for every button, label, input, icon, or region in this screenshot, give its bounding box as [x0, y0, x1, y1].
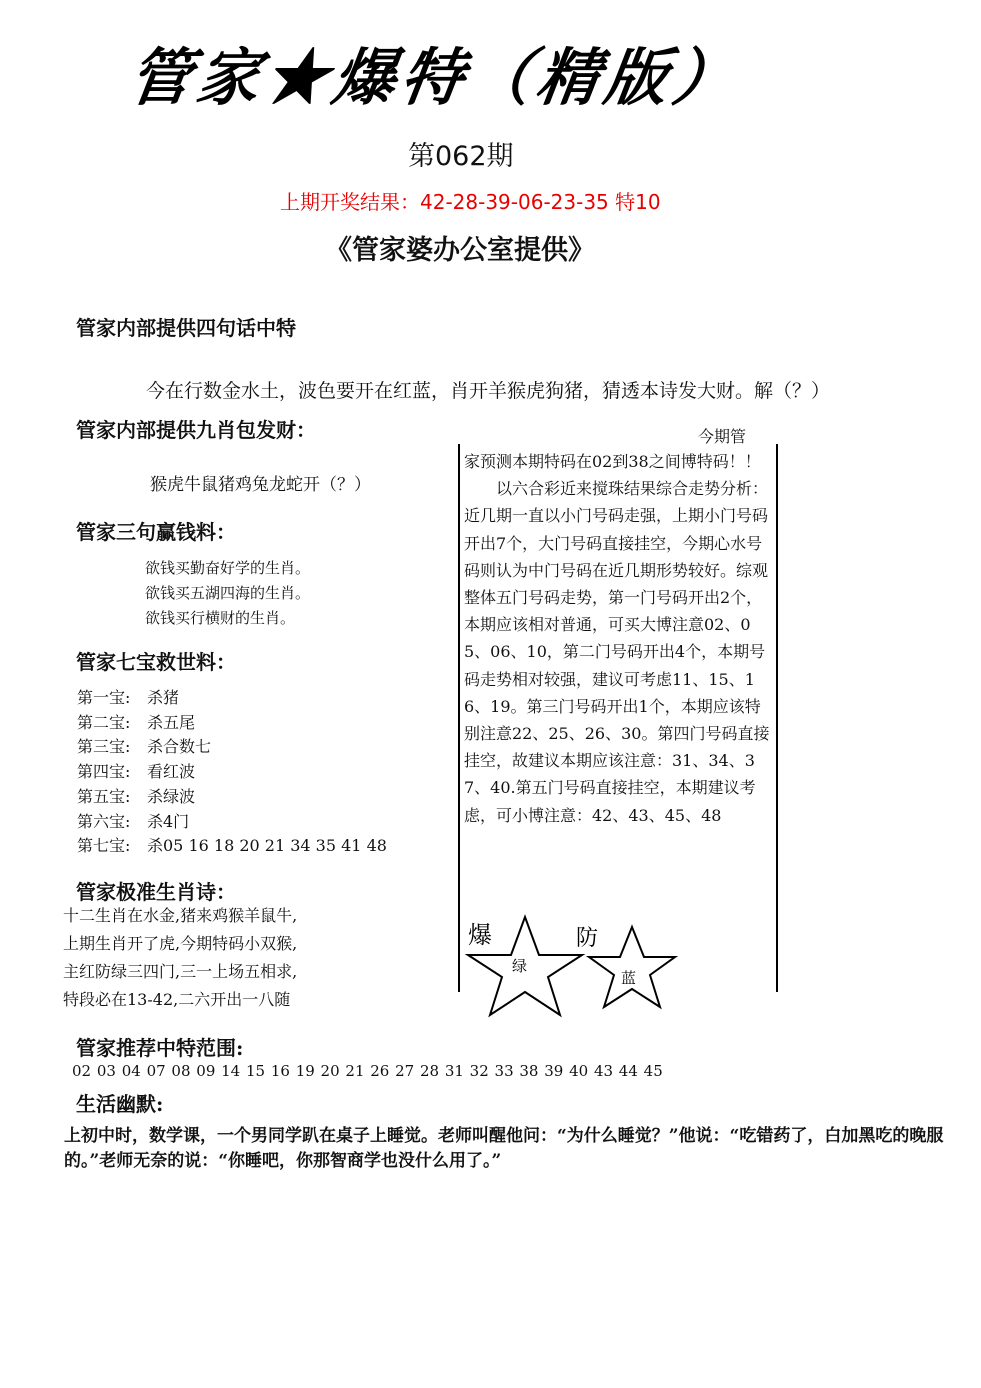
issue-number: 第062期: [408, 141, 514, 172]
star-shape: [589, 927, 675, 1007]
treasure-label: 第四宝:: [77, 762, 131, 782]
poem-line: 上期生肖开了虎,今期特码小双猴,: [63, 934, 298, 953]
treasure-item: [77, 760, 387, 785]
star-bao-label: 爆: [468, 921, 492, 949]
treasure-item: [77, 834, 387, 859]
stars-graphic: [460, 905, 690, 1020]
treasure-value: 看红波: [147, 762, 196, 782]
prediction-text: [464, 448, 770, 829]
treasure-label: 第二宝:: [77, 712, 131, 732]
poem-line: 十二生肖在水金,猪来鸡猴羊鼠牛,: [63, 906, 298, 925]
poem-lines: [63, 902, 297, 1014]
treasure-item: [77, 810, 387, 835]
treasure-label: 第六宝:: [77, 811, 131, 831]
four-lines-text: 今在行数金水土，波色要开在红蓝，肖开羊猴虎狗猪，猜透本诗发大财。解（？）: [146, 380, 831, 402]
nine-zodiac-text: 猴虎牛鼠猪鸡兔龙蛇开（？）: [150, 475, 371, 495]
treasure-value: 杀05 16 18 20 21 34 35 41 48: [147, 836, 387, 856]
three-lines-item: 欲钱买五湖四海的生肖。: [145, 584, 311, 602]
prediction-paragraph: 以六合彩近来搅珠结果综合走势分析：近几期一直以小门号码走强，上期小门号码开出7个，大门号码直接挂空，今期心水号码则认为中门号码在近几期形势较好。综观整体五门号码走势，第一门号码开出2个，本期应该相对普通，可买大博注意02、05、06、10，第二门号码开出4个，本期号码走势相对较强，建议可考虑11、15、16、19。第三门号码开出1个，本期应该特别注意22、25、26、30。第四门号码直接挂空，故建议本期应该注意：31、34、37、40.第五门号码直接挂空，本期建议考虑，可小博注意：42、43、45、48: [464, 479, 770, 825]
last-result: 上期开奖结果：42-28-39-06-23-35 特10: [280, 190, 661, 214]
treasure-value: 杀五尾: [147, 712, 196, 732]
prediction-top: 今期管: [698, 427, 747, 446]
star-green-label: 绿: [512, 957, 528, 975]
range-heading: 管家推荐中特范围:: [76, 1036, 244, 1060]
treasure-value: 杀绿波: [147, 786, 196, 806]
three-lines-list: [145, 556, 310, 631]
treasure-value: 杀4门: [147, 811, 190, 831]
humor-heading: 生活幽默:: [76, 1092, 164, 1116]
treasure-value: 杀猪: [147, 688, 180, 707]
treasure-item: [77, 785, 387, 810]
three-lines-item: 欲钱买勤奋好学的生肖。: [145, 559, 311, 577]
treasure-item: [77, 711, 387, 736]
treasure-label: 第七宝:: [77, 836, 131, 856]
star-blue-label: 蓝: [621, 969, 637, 987]
treasure-label: 第三宝:: [77, 737, 131, 757]
treasure-label: 第一宝:: [77, 688, 131, 707]
poem-heading: 管家极准生肖诗：: [76, 880, 236, 904]
poem-line: 主红防绿三四门,三一上场五相求,: [63, 962, 298, 981]
seven-treasures-heading: 管家七宝救世料：: [76, 650, 236, 674]
treasure-item: [77, 735, 387, 760]
treasure-item: [77, 686, 387, 711]
star-fang-label: 防: [576, 926, 599, 951]
poem-line: 特段必在13-42,二六开出一八随: [63, 990, 291, 1009]
treasure-value: 杀合数七: [147, 737, 212, 757]
prediction-paragraph: 家预测本期特码在02到38之间博特码！！: [464, 452, 761, 471]
four-lines-heading: 管家内部提供四句话中特: [76, 316, 296, 340]
three-lines-heading: 管家三句赢钱料：: [76, 520, 236, 544]
page-title: 管家★爆特（精版）: [124, 41, 747, 114]
range-numbers: 02 03 04 07 08 09 14 15 16 19 20 21 26 27 28 31 32 33 38 39 40 43 44 45: [72, 1062, 663, 1080]
humor-text: 上初中时，数学课，一个男同学趴在桌子上睡觉。老师叫醒他问：“为什么睡觉？”他说：“吃错药了，白加黑吃的晚服的。”老师无奈的说：“你睡吧，你那智商学也没什么用了。”: [64, 1126, 944, 1171]
provider-line: 《管家婆办公室提供》: [325, 235, 595, 266]
three-lines-item: 欲钱买行横财的生肖。: [145, 609, 296, 627]
seven-treasures-list: [77, 686, 387, 859]
nine-zodiac-heading: 管家内部提供九肖包发财：: [76, 418, 316, 442]
treasure-label: 第五宝:: [77, 786, 131, 806]
